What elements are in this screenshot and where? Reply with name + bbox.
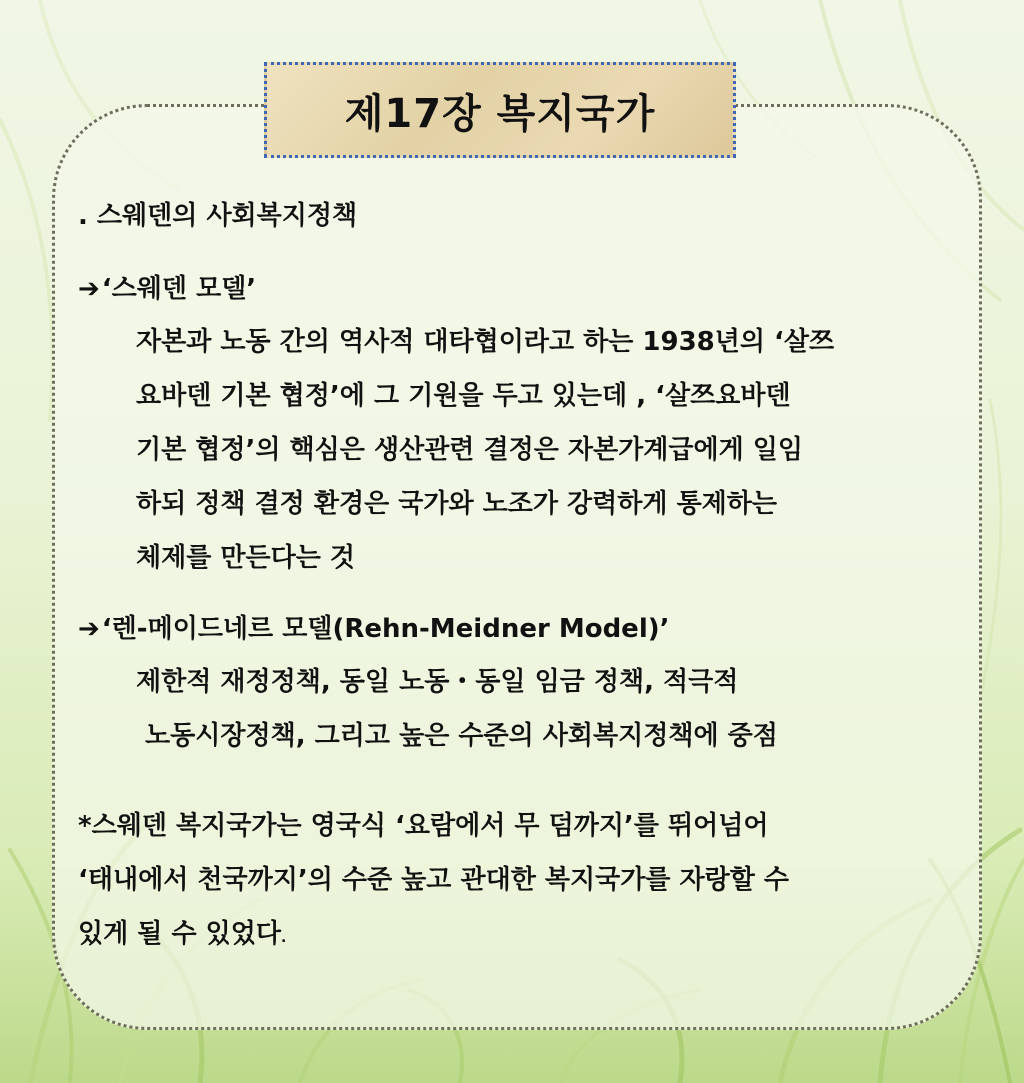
conclusion-line: 있게 될 수 있었다 (78, 919, 281, 949)
model2-heading-text: ‘렌-메이드네르 모델(Rehn-Meidner Model)’ (101, 614, 670, 644)
model1-line: 자본과 노동 간의 역사적 대타협이라고 하는 1938년의 ‘살쯔 (136, 327, 835, 357)
section-heading: . 스웨덴의 사회복지정책 (78, 201, 358, 231)
conclusion-line: *스웨덴 복지국가는 영국식 ‘요람에서 무 덤까지’를 뛰어넘어 (78, 811, 769, 841)
arrow-right-icon: ➔ (78, 614, 100, 644)
model1-line: 요바덴 기본 협정’에 그 기원을 두고 있는데 , ‘살쯔요바덴 (136, 381, 791, 411)
title-box (264, 62, 736, 158)
conclusion-line: ‘태내에서 천국까지’의 수준 높고 관대한 복지국가를 자랑할 수 (78, 865, 790, 895)
arrow-right-icon: ➔ (78, 274, 100, 304)
model1-heading-text: ‘스웨덴 모델’ (101, 274, 257, 304)
conclusion-last-line (78, 917, 286, 955)
model2-heading (78, 612, 670, 646)
model1-line: 기본 협정’의 핵심은 생산관련 결정은 자본가계급에게 일임 (136, 435, 803, 465)
model1-heading (78, 272, 256, 306)
model1-line: 하되 정책 결정 환경은 국가와 노조가 강력하게 통제하는 (136, 489, 778, 519)
model2-line: 제한적 재정정책, 동일 노동・동일 임금 정책, 적극적 (136, 667, 739, 697)
page-title: 제17장 복지국가 (344, 90, 656, 137)
trailing-period: . (280, 930, 287, 946)
model2-line: 노동시장정책, 그리고 높은 수준의 사회복지정책에 중점 (136, 721, 778, 751)
model1-line: 체제를 만든다는 것 (136, 543, 356, 573)
